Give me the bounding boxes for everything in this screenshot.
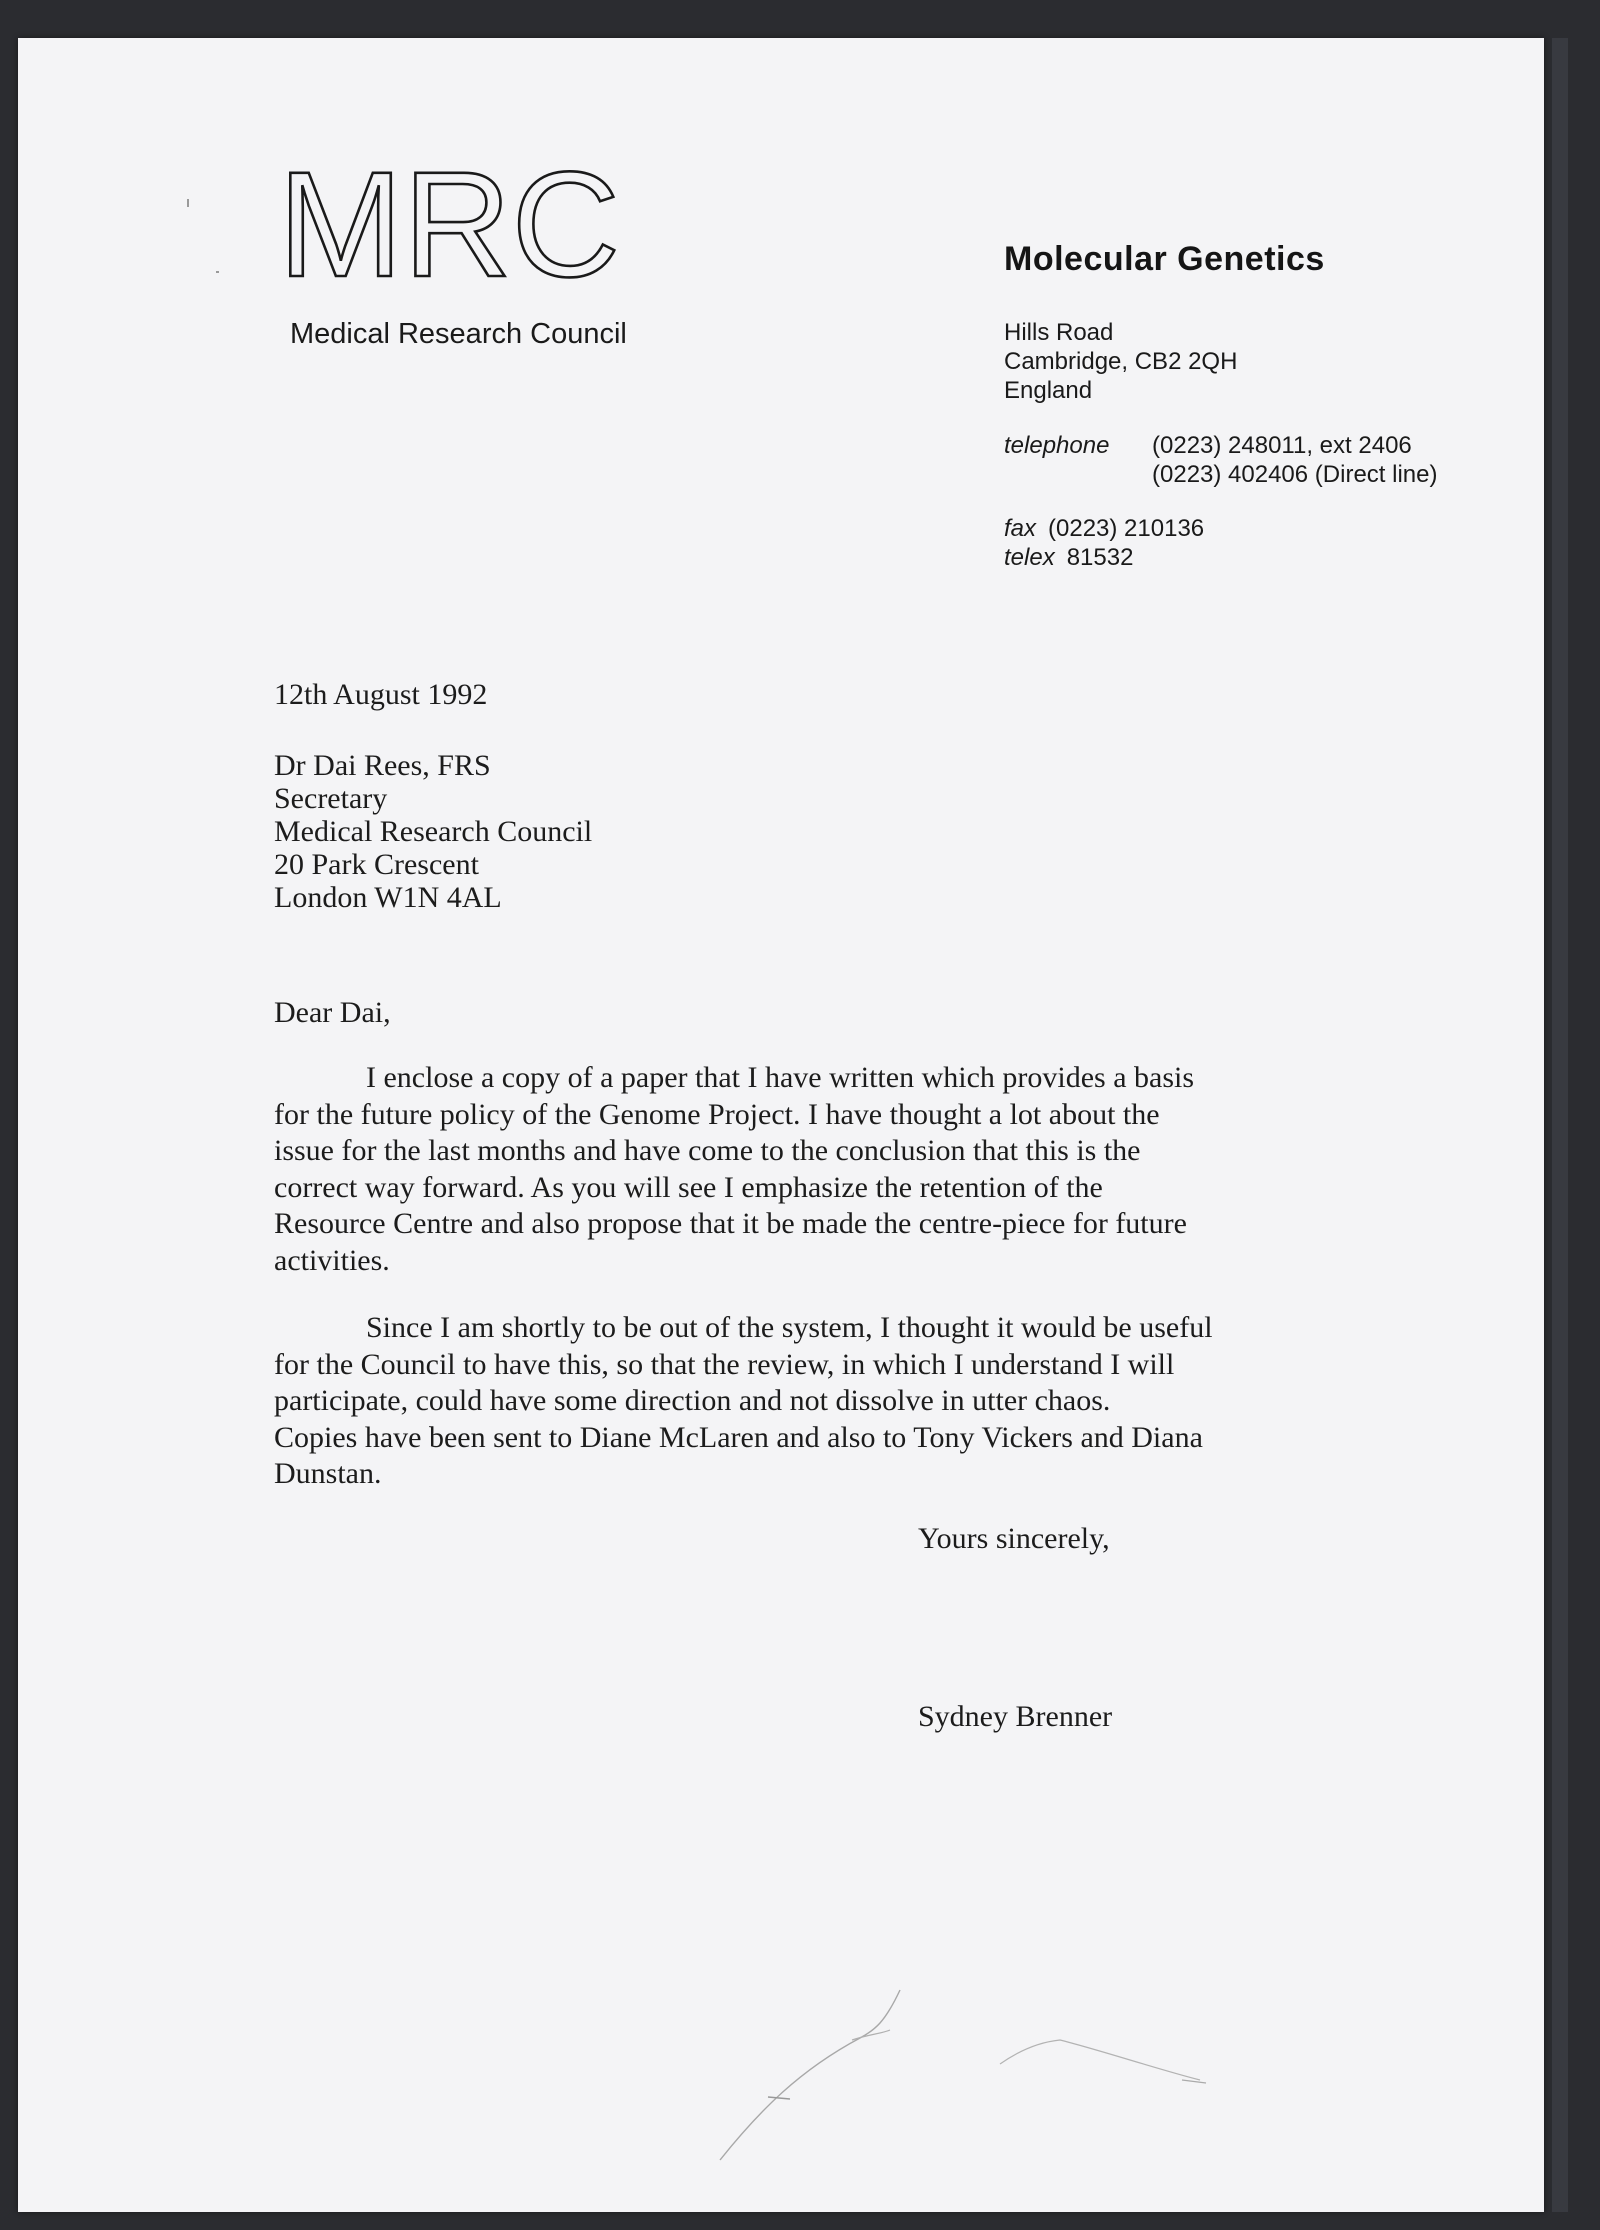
- salutation: Dear Dai,: [274, 996, 391, 1029]
- fax-label: fax: [1004, 515, 1037, 542]
- telephone-label: telephone: [1004, 432, 1110, 459]
- closing: Yours sincerely,: [918, 1522, 1110, 1555]
- paragraph-line: I enclose a copy of a paper that I have written which provides a basis: [366, 1061, 1195, 1094]
- paragraph-line: Copies have been sent to Diane McLaren and also to Tony Vickers and Diana: [274, 1420, 1203, 1454]
- telex-label: telex: [1004, 544, 1055, 571]
- address-line: England: [1004, 377, 1093, 404]
- signer-name: Sydney Brenner: [918, 1700, 1113, 1733]
- paragraph-line: for the future policy of the Genome Project. I have thought a lot about the: [274, 1097, 1160, 1131]
- paragraph-line: issue for the last months and have come to the conclusion that this is the: [274, 1134, 1141, 1167]
- recipient-line: Medical Research Council: [274, 815, 593, 848]
- paragraph-line: correct way forward. As you will see I emphasize the retention of the: [274, 1170, 1103, 1204]
- telex-number: 81532: [1066, 544, 1134, 571]
- letter-date: 12th August 1992: [274, 678, 488, 711]
- telephone-number: (0223) 248011, ext 2406: [1152, 432, 1412, 459]
- recipient-line: Secretary: [274, 782, 388, 815]
- scan-speck: [216, 271, 219, 273]
- paragraph-line: Dunstan.: [274, 1457, 382, 1490]
- paragraph-line: activities.: [274, 1243, 390, 1277]
- telephone-direct-number: (0223) 402406 (Direct line): [1152, 461, 1438, 488]
- org-name: Medical Research Council: [290, 318, 627, 350]
- paragraph-line: for the Council to have this, so that the review, in which I understand I will: [274, 1347, 1175, 1381]
- address-line: Cambridge, CB2 2QH: [1004, 348, 1238, 375]
- paragraph-line: Since I am shortly to be out of the system, I thought it would be useful: [366, 1311, 1213, 1344]
- recipient-line: London W1N 4AL: [274, 881, 502, 914]
- fax-number: (0223) 210136: [1048, 515, 1205, 542]
- recipient-line: Dr Dai Rees, FRS: [274, 749, 491, 782]
- scan-speck: [187, 199, 189, 207]
- paragraph-line: participate, could have some direction and not dissolve in utter chaos.: [274, 1384, 1111, 1417]
- address-line: Hills Road: [1004, 319, 1114, 346]
- mrc-logo-text: MRC: [278, 158, 620, 288]
- department-name: Molecular Genetics: [1004, 240, 1325, 278]
- paragraph-line: Resource Centre and also propose that it be made the centre-piece for future: [274, 1207, 1187, 1240]
- recipient-line: 20 Park Crescent: [274, 848, 479, 881]
